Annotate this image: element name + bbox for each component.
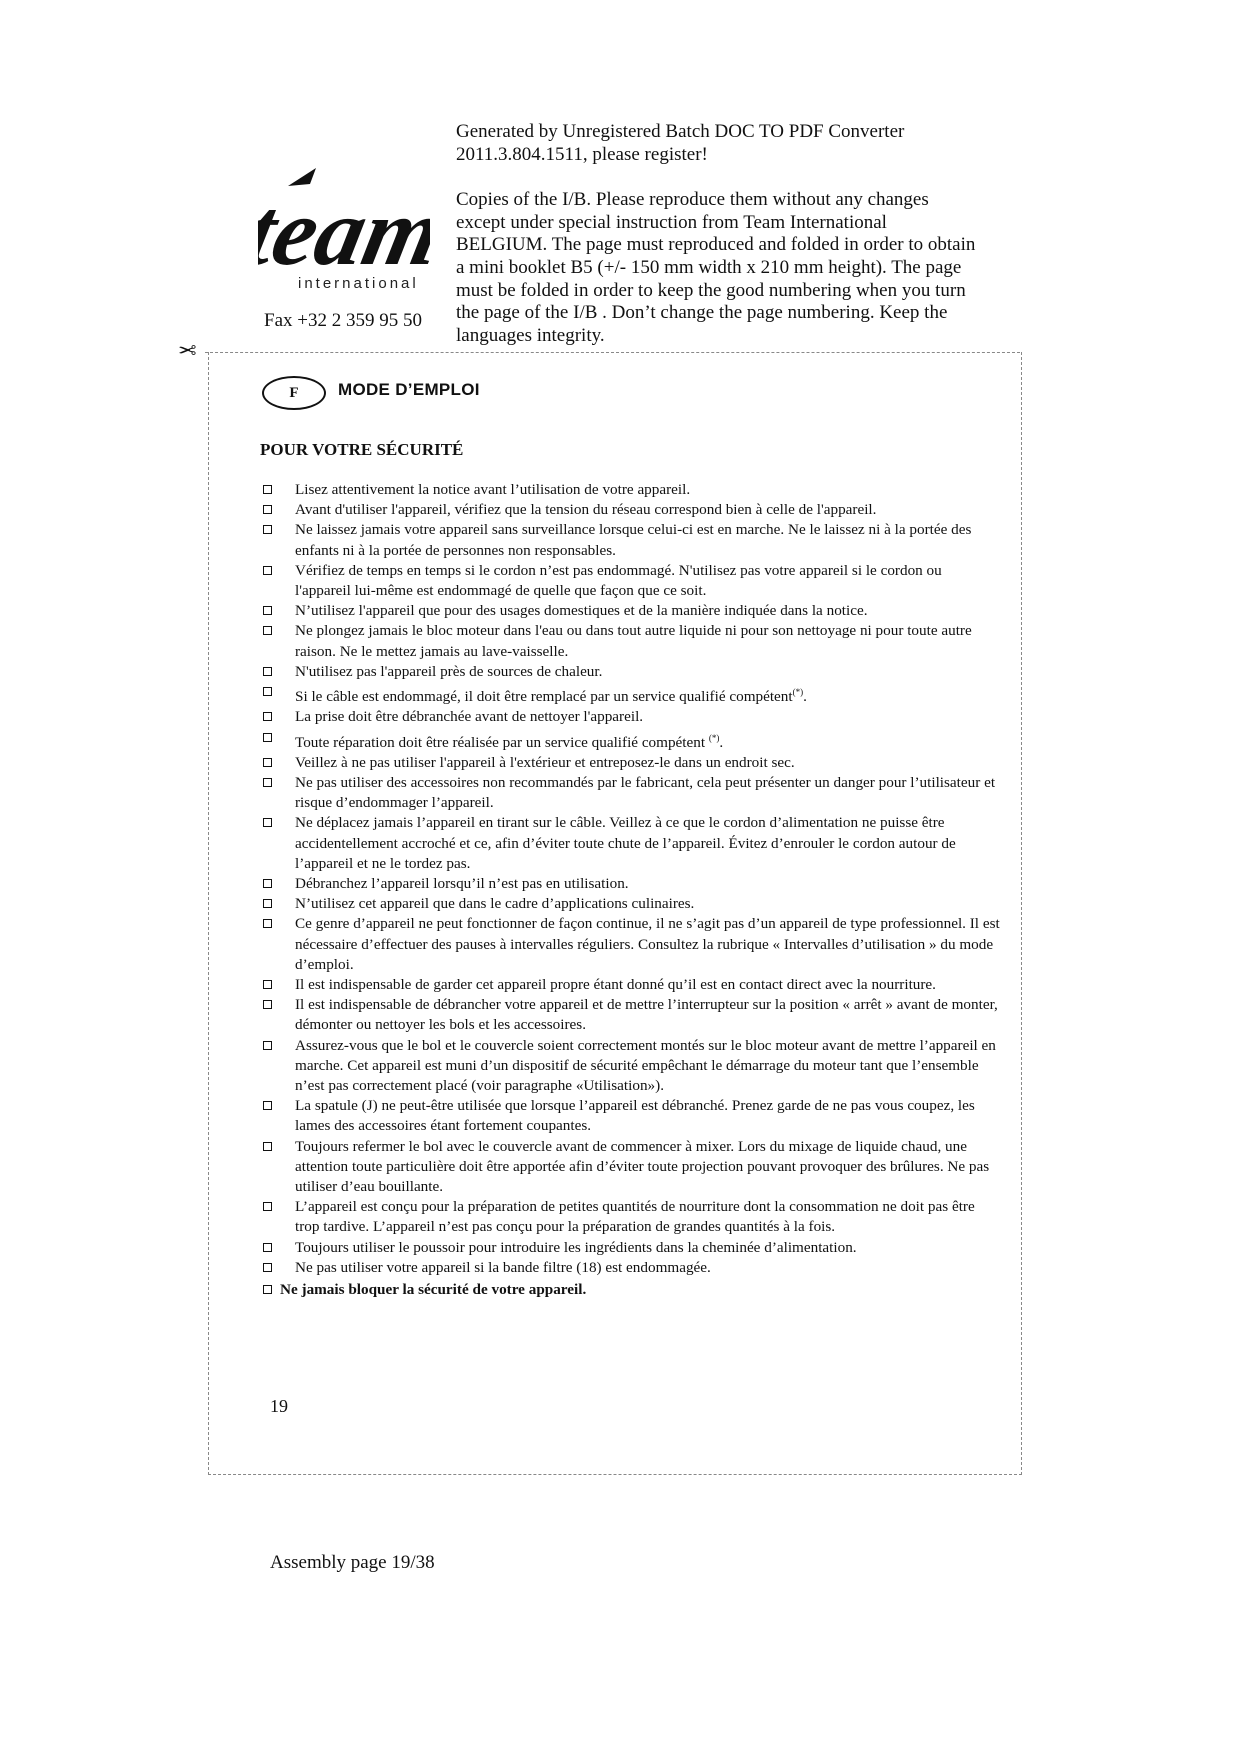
- checkbox-icon: [263, 687, 272, 696]
- safety-list: [260, 480, 1000, 1300]
- list-item: Il est indispensable de garder cet appareil propre étant donné qu’il est en contact direct avec la nourriture.: [260, 975, 1000, 995]
- list-item: L’appareil est conçu pour la préparation de petites quantités de nourriture dont la consommation ne doit pas être trop tardive. L’appareil n’est pas conçu pour la préparation de grandes quantités à la fois.: [260, 1197, 1000, 1237]
- list-item: Ce genre d’appareil ne peut fonctionner de façon continue, il ne s’agit pas d’un appareil de type professionnel. Il est nécessaire d’effectuer des pauses à intervalles réguliers. Consultez la rubrique « Intervalles d’utilisation » du mode d’emploi.: [260, 914, 1000, 975]
- checkbox-icon: [263, 1041, 272, 1050]
- fax-number: Fax +32 2 359 95 50: [264, 310, 422, 331]
- checkbox-icon: [263, 778, 272, 787]
- mode-title: MODE D’EMPLOI: [338, 380, 480, 399]
- list-item: La prise doit être débranchée avant de nettoyer l'appareil.: [260, 707, 1000, 727]
- list-item: Si le câble est endommagé, il doit être remplacé par un service qualifié compétent(*).: [260, 682, 1000, 707]
- svg-text:team: team: [258, 177, 430, 285]
- checkbox-icon: [263, 758, 272, 767]
- list-item: Assurez-vous que le bol et le couvercle soient correctement montés sur le bloc moteur avant de mettre l’appareil en marche. Cet appareil est muni d’un dispositif de sécurité empêchant le démarrage du moteur tant que l’ensemble n’est pas correctement placé (voir paragraphe «Utilisation»).: [260, 1036, 1000, 1097]
- checkbox-icon: [263, 899, 272, 908]
- svg-text:international: international: [298, 275, 419, 292]
- checkbox-icon: [263, 1101, 272, 1110]
- checkbox-icon: [263, 626, 272, 635]
- list-item: Avant d'utiliser l'appareil, vérifiez que la tension du réseau correspond bien à celle de l'appareil.: [260, 500, 1000, 520]
- list-item: Ne laissez jamais votre appareil sans surveillance lorsque celui-ci est en marche. Ne le laissez ni à la portée des enfants ni à la portée de personnes non responsables.: [260, 520, 1000, 560]
- list-item: Toujours utiliser le poussoir pour introduire les ingrédients dans la cheminée d’alimentation.: [260, 1238, 1000, 1258]
- checkbox-icon: [263, 485, 272, 494]
- section-title: POUR VOTRE SÉCURITÉ: [260, 440, 464, 459]
- assembly-page: Assembly page 19/38: [270, 1552, 435, 1573]
- list-item: Veillez à ne pas utiliser l'appareil à l'extérieur et entreposez-le dans un endroit sec.: [260, 753, 1000, 773]
- list-item: Vérifiez de temps en temps si le cordon n’est pas endommagé. N'utilisez pas votre appareil si le cordon ou l'appareil lui-même est endommagé de quelle que façon que ce soit.: [260, 561, 1000, 601]
- checkbox-icon: [263, 667, 272, 676]
- header-notice: [456, 121, 976, 347]
- list-item: Ne déplacez jamais l’appareil en tirant sur le câble. Veillez à ce que le cordon d’alimentation ne puisse être accidentellement accroché et ce, afin d’éviter toute chute de l’appareil. Évitez d’enrouler le cordon autour de l’appareil et ne le tordez pas.: [260, 813, 1000, 874]
- list-item: Débranchez l’appareil lorsqu’il n’est pas en utilisation.: [260, 874, 1000, 894]
- list-item: Lisez attentivement la notice avant l’utilisation de votre appareil.: [260, 480, 1000, 500]
- checkbox-icon: [263, 712, 272, 721]
- checkbox-icon: [263, 1202, 272, 1211]
- list-item: Il est indispensable de débrancher votre appareil et de mettre l’interrupteur sur la position « arrêt » avant de monter, démonter ou nettoyer les bols et les accessoires.: [260, 995, 1000, 1035]
- checkbox-icon: [263, 818, 272, 827]
- checkbox-icon: [263, 566, 272, 575]
- scissors-icon: ✂: [178, 337, 197, 362]
- checkbox-icon: [263, 1000, 272, 1009]
- checkbox-icon: [263, 980, 272, 989]
- checkbox-icon: [263, 1243, 272, 1252]
- list-item: Ne pas utiliser votre appareil si la bande filtre (18) est endommagée.: [260, 1258, 1000, 1278]
- list-item: N’utilisez cet appareil que dans le cadre d’applications culinaires.: [260, 894, 1000, 914]
- language-badge: F: [262, 376, 326, 410]
- checkbox-icon: [263, 525, 272, 534]
- list-item: Ne plongez jamais le bloc moteur dans l'eau ou dans tout autre liquide ni pour son nettoyage ni pour toute autre raison. Ne le mettez jamais au lave-vaisselle.: [260, 621, 1000, 661]
- list-item: Toute réparation doit être réalisée par un service qualifié compétent (*).: [260, 728, 1000, 753]
- list-item: N'utilisez pas l'appareil près de sources de chaleur.: [260, 662, 1000, 682]
- list-item: La spatule (J) ne peut-être utilisée que lorsque l’appareil est débranché. Prenez garde de ne pas vous coupez, les lames des accessoires étant fortement coupantes.: [260, 1096, 1000, 1136]
- list-item-bold: Ne jamais bloquer la sécurité de votre appareil.: [260, 1280, 1000, 1300]
- checkbox-icon: [263, 733, 272, 742]
- checkbox-icon: [263, 606, 272, 615]
- list-item: N’utilisez l'appareil que pour des usages domestiques et de la manière indiquée dans la notice.: [260, 601, 1000, 621]
- list-item: Ne pas utiliser des accessoires non recommandés par le fabricant, cela peut présenter un danger pour l’utilisateur et risque d’endommager l’appareil.: [260, 773, 1000, 813]
- checkbox-icon: [263, 1285, 272, 1294]
- checkbox-icon: [263, 1142, 272, 1151]
- list-item: Toujours refermer le bol avec le couvercle avant de commencer à mixer. Lors du mixage de liquide chaud, une attention toute particulière doit être apportée afin d’éviter toute projection pouvant provoquer des brûlures. Ne pas utiliser d’eau bouillante.: [260, 1137, 1000, 1198]
- generated-notice: Generated by Unregistered Batch DOC TO PDF Converter 2011.3.804.1511, please register!: [456, 121, 905, 165]
- checkbox-icon: [263, 919, 272, 928]
- checkbox-icon: [263, 505, 272, 514]
- page-number: 19: [270, 1396, 288, 1416]
- checkbox-icon: [263, 879, 272, 888]
- reproduction-instructions: Copies of the I/B. Please reproduce them without any changes except under special instruction from Team International BELGIUM. The page must reproduced and folded in order to obtain a mini booklet B5 (+/- 150 mm width x 210 mm height). The page must be folded in order to keep the good numbering when you turn the page of the I/B . Don’t change the page numbering. Keep the languages integrity.: [456, 189, 976, 346]
- team-logo: [258, 166, 430, 294]
- checkbox-icon: [263, 1263, 272, 1272]
